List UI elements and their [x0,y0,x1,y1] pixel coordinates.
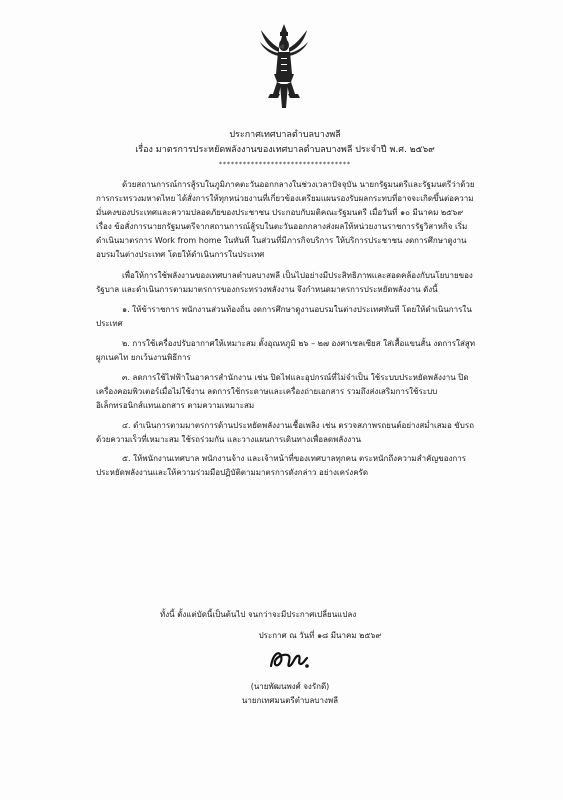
signer-name: (นายพัฒนพงศ์ จงรักดี) [250,682,330,691]
signature-mark [265,646,311,672]
garuda-emblem [260,22,308,110]
measure-item-1: ๑. ให้ข้าราชการ พนักงานส่วนท้องถิ่น งดการศึกษาดูงานอบรมในต่างประเทศทันที โดยให้ดำเนินการในประเทศ [96,305,472,329]
document-body [96,178,481,480]
signer-title: นายกเทศมนตรีตำบลบางพลี [241,696,339,705]
intro-paragraph: ด้วยสถานการณ์การสู้รบในภูมิภาคตะวันออกกลางในช่วงเวลาปัจจุบัน นายกรัฐมนตรีและรัฐมนตรีว่าด้วยการกระทรวงมหาดไทย ได้สั่งการให้ทุกหน่วยงานที่เกี่ยวข้องเตรียมแผนรองรับผลกระทบที่อาจจะเกิดขึ้นต่อความมั่นคงของประเทศและความปลอดภัยของประชาชน ประกอบกับมติคณะรัฐมนตรี เมื่อวันที่ ๑๐ มีนาคม ๒๕๖๙ เรื่อง ข้อสั่งการนายกรัฐมนตรีจากสถานการณ์สู้รบในตะวันออกกลางส่งผลให้หน่วยงานราชการรัฐวิสาหกิจ เริ่มดำเนินมาตรการ Work from home ในทันที ในส่วนที่มีภารกิจบริการ ให้บริการประชาชน งดการศึกษาดูงานอบรมในต่างประเทศ โดยให้ดำเนินการในประเทศ [96,180,475,259]
measure-item-3: ๓. ลดการใช้ไฟฟ้าในอาคารสำนักงาน เช่น ปิดไฟและอุปกรณ์ที่ไม่จำเป็น ใช้ระบบประหยัดพลังงาน ปิดเครื่องคอมพิวเตอร์เมื่อไม่ใช้งาน ลดการใช้กระดาษและเครื่องถ่ายเอกสาร รวมถึงส่งเสริมการใช้ระบบอิเล็กทรอนิกส์แทนเอกสาร ตามความเหมาะสม [96,372,469,410]
measure-item-4: ๔. ดำเนินการตามมาตรการด้านประหยัดพลังงานเชื้อเพลิง เช่น ตรวจสภาพรถยนต์อย่างสม่ำเสมอ ขับรถด้วยความเร็วที่เหมาะสม ใช้รถร่วมกัน และวางแผนการเดินทางเพื่อลดพลังงาน [96,420,474,444]
measure-item-5: ๕. ให้พนักงานเทศบาล พนักงานจ้าง และเจ้าหน้าที่ของเทศบาลทุกคน ตระหนักถึงความสำคัญของการประหยัดพลังงานและให้ความร่วมมือปฏิบัติตามมาตรการดังกล่าว อย่างเคร่งครัด [96,454,467,478]
announcement-subject: เรื่อง มาตรการประหยัดพลังงานของเทศบาลตำบลบางพลี ประจำปี พ.ศ. ๒๕๖๙ [135,145,435,155]
effective-until: ทั้งนี้ ตั้งแต่บัดนี้เป็นต้นไป จนกว่าจะมีประกาศเปลี่ยนแปลง [160,610,357,619]
purpose-paragraph: เพื่อให้การใช้พลังงานของเทศบาลตำบลบางพลี เป็นไปอย่างมีประสิทธิภาพและสอดคล้องกับนโยบายของรัฐบาล และดำเนินการตามมาตรการของกระทรวงพลังงาน จึงกำหนดมาตรการประหยัดพลังงาน ดังนี้ [96,271,473,295]
measure-item-2: ๒. การใช้เครื่องปรับอากาศให้เหมาะสม ตั้งอุณหภูมิ ๒๖ – ๒๗ องศาเซลเซียส ใส่เสื้อแขนสั้น งดการใส่สูทผูกเนคไท ยกเว้นงานพิธีการ [96,339,475,362]
separator-stars: ********************************* [219,161,351,168]
announcement-org: ประกาศเทศบาลตำบลบางพลี [229,130,341,140]
announced-date: ประกาศ ณ วันที่ ๑๘ มีนาคม ๒๕๖๙ [258,631,382,640]
